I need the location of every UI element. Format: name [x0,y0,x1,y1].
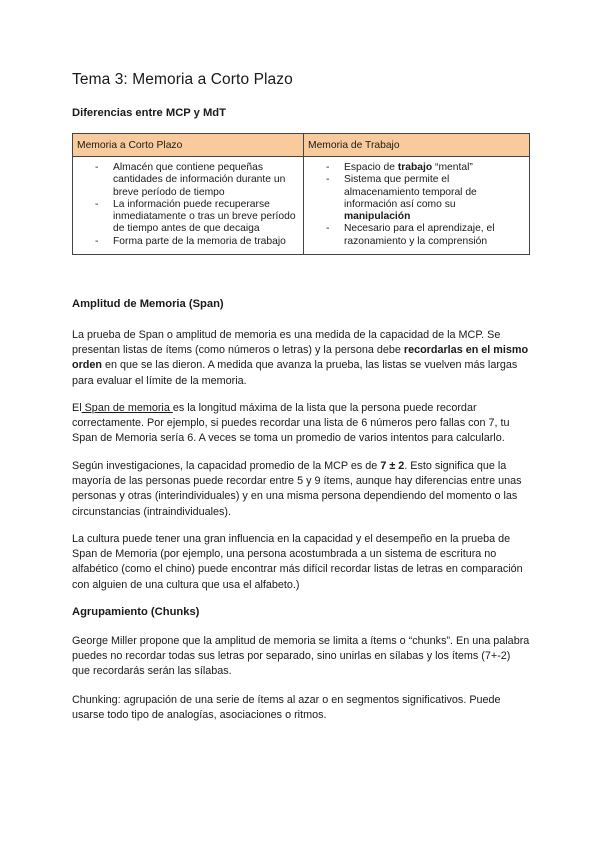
mcp-list [73,157,303,254]
column-header-mcp: Memoria a Corto Plazo [73,134,304,157]
bold-text: trabajo [397,162,433,173]
text: es la longitud máxima de la lista que la persona puede recordar correctamente. Por ejemplo, si puedes recordar una lista de 6 números pero fallas con 7, tu Span de Memoria sería 6. A veces se toma un promedio de varios intentos para calcularlo. [72,402,510,445]
span-paragraph-1 [72,328,530,389]
comparison-table [72,133,530,255]
text: El [72,402,82,414]
bold-text: manipulación [344,211,411,223]
mcp-cell [73,157,304,255]
page-title: Tema 3: Memoria a Corto Plazo [72,71,293,88]
list-item [324,162,523,174]
bold-text: 7 ± 2 [380,460,405,472]
text: Espacio de [344,162,398,173]
bold-text: recordarlas en el mismo orden [72,344,529,372]
list-item: - Necesario para el aprendizaje, el razonamiento y la comprensión [324,223,523,248]
text: “mental” [432,162,473,173]
text: La prueba de Span o amplitud de memoria es una medida de la capacidad de la MCP. Se presentan listas de ítems (como números o letras) y la persona debe [72,329,501,357]
span-paragraph-3 [72,459,530,520]
span-heading: Amplitud de Memoria (Span) [72,298,224,310]
list-item: - Almacén que contiene pequeñas cantidades de información durante un breve período de tiempo [93,162,297,199]
list-item [324,174,523,223]
text: Sistema que permite el almacenamiento temporal de información así como su [344,174,477,210]
text: en que se las dieron. A medida que avanza la prueba, las listas se vuelven más largas para evaluar el límite de la memoria. [72,359,518,387]
span-paragraph-2 [72,401,530,447]
differences-heading: Diferencias entre MCP y MdT [72,107,226,119]
list-item: - La información puede recuperarse inmediatamente o tras un breve período de tiempo antes de que decaiga [93,199,297,236]
chunks-heading: Agrupamiento (Chunks) [72,606,200,618]
mdt-list [304,157,529,254]
chunks-paragraph-2: Chunking: agrupación de una serie de ítems al azar o en segmentos significativos. Puede usarse todo tipo de analogías, asociaciones o ritmos. [72,694,501,722]
chunks-paragraph-1: George Miller propone que la amplitud de memoria se limita a ítems o “chunks”. En una palabra puedes no recordar todas sus letras por separado, sino unirlas en sílabas y los ítems (7+-2) que recordarás serán las sílabas. [72,635,530,678]
mdt-cell [304,157,530,255]
underlined-term: Span de memoria [81,402,173,414]
text: . Esto significa que la mayoría de las personas puede recordar entre 5 y 9 ítems, aunque hay diferencias entre unas personas y otras (interindividuales) y en una misma persona dependiendo del momento o las circunstancias (intraindividuales). [72,460,522,518]
list-item: - Forma parte de la memoria de trabajo [93,236,297,248]
column-header-mdt: Memoria de Trabajo [304,134,530,157]
span-paragraph-4: La cultura puede tener una gran influencia en la capacidad y el desempeño en la prueba de Span de Memoria (por ejemplo, una persona acostumbrada a un sistema de escritura no alfabético (como el chino) puede encontrar más difícil recordar listas de letras en comparación con alguien de una cultura que usa el alfabeto.) [72,533,523,591]
text: Según investigaciones, la capacidad promedio de la MCP es de [72,460,381,472]
